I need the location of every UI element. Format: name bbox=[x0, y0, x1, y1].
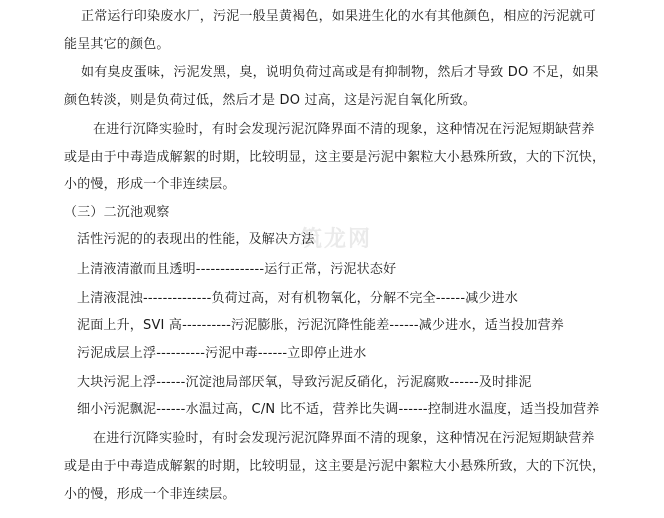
text-line-18: 小的慢，形成一个非连续层。 bbox=[64, 487, 236, 502]
text-line-7: 小的慢，形成一个非连续层。 bbox=[64, 177, 236, 192]
text-line-1: 正常运行印染废水厂，污泥一般呈黄褐色，如果进生化的水有其他颜色，相应的污泥就可 bbox=[81, 9, 596, 24]
text-line-11: 上清液混浊--------------负荷过高，对有机物氧化，分解不完全------减少进水 bbox=[77, 291, 519, 306]
text-line-2: 能呈其它的颜色。 bbox=[64, 37, 170, 52]
text-line-4: 颜色转淡，则是负荷过低，然后才是 DO 过高，这是污泥自氧化所致。 bbox=[64, 93, 477, 108]
text-line-9: 活性污泥的的表现出的性能，及解决方法 bbox=[77, 232, 315, 247]
text-line-14: 大块污泥上浮------沉淀池局部厌氧，导致污泥反硝化，污泥腐败------及时排泥 bbox=[77, 375, 532, 390]
text-line-16: 在进行沉降实验时，有时会发现污泥沉降界面不清的现象，这种情况在污泥短期缺营养 bbox=[93, 431, 595, 446]
text-line-3: 如有臭皮蛋味，污泥发黑，臭，说明负荷过高或是有抑制物，然后才导致 DO 不足，如果 bbox=[81, 65, 599, 80]
text-line-6: 或是由于中毒造成解絮的时期，比较明显，这主要是污泥中絮粒大小悬殊所致，大的下沉快， bbox=[64, 150, 606, 165]
text-line-17: 或是由于中毒造成解絮的时期，比较明显，这主要是污泥中絮粒大小悬殊所致，大的下沉快， bbox=[64, 459, 606, 474]
text-line-12: 泥面上升，SVI 高----------污泥膨胀，污泥沉降性能差------减少进水，适当投加营养 bbox=[77, 318, 564, 333]
text-line-13: 污泥成层上浮----------污泥中毒------立即停止进水 bbox=[77, 346, 367, 361]
section-heading: （三）二沉池观察 bbox=[64, 205, 170, 220]
text-line-15: 细小污泥飘泥------水温过高，C/N 比不适，营养比失调------控制进水温度，适当投加营养 bbox=[77, 402, 600, 417]
watermark: 筑龙网 bbox=[300, 227, 373, 252]
text-line-10: 上清液清澈而且透明--------------运行正常，污泥状态好 bbox=[77, 262, 397, 277]
text-line-5: 在进行沉降实验时，有时会发现污泥沉降界面不清的现象，这种情况在污泥短期缺营养 bbox=[93, 122, 595, 137]
